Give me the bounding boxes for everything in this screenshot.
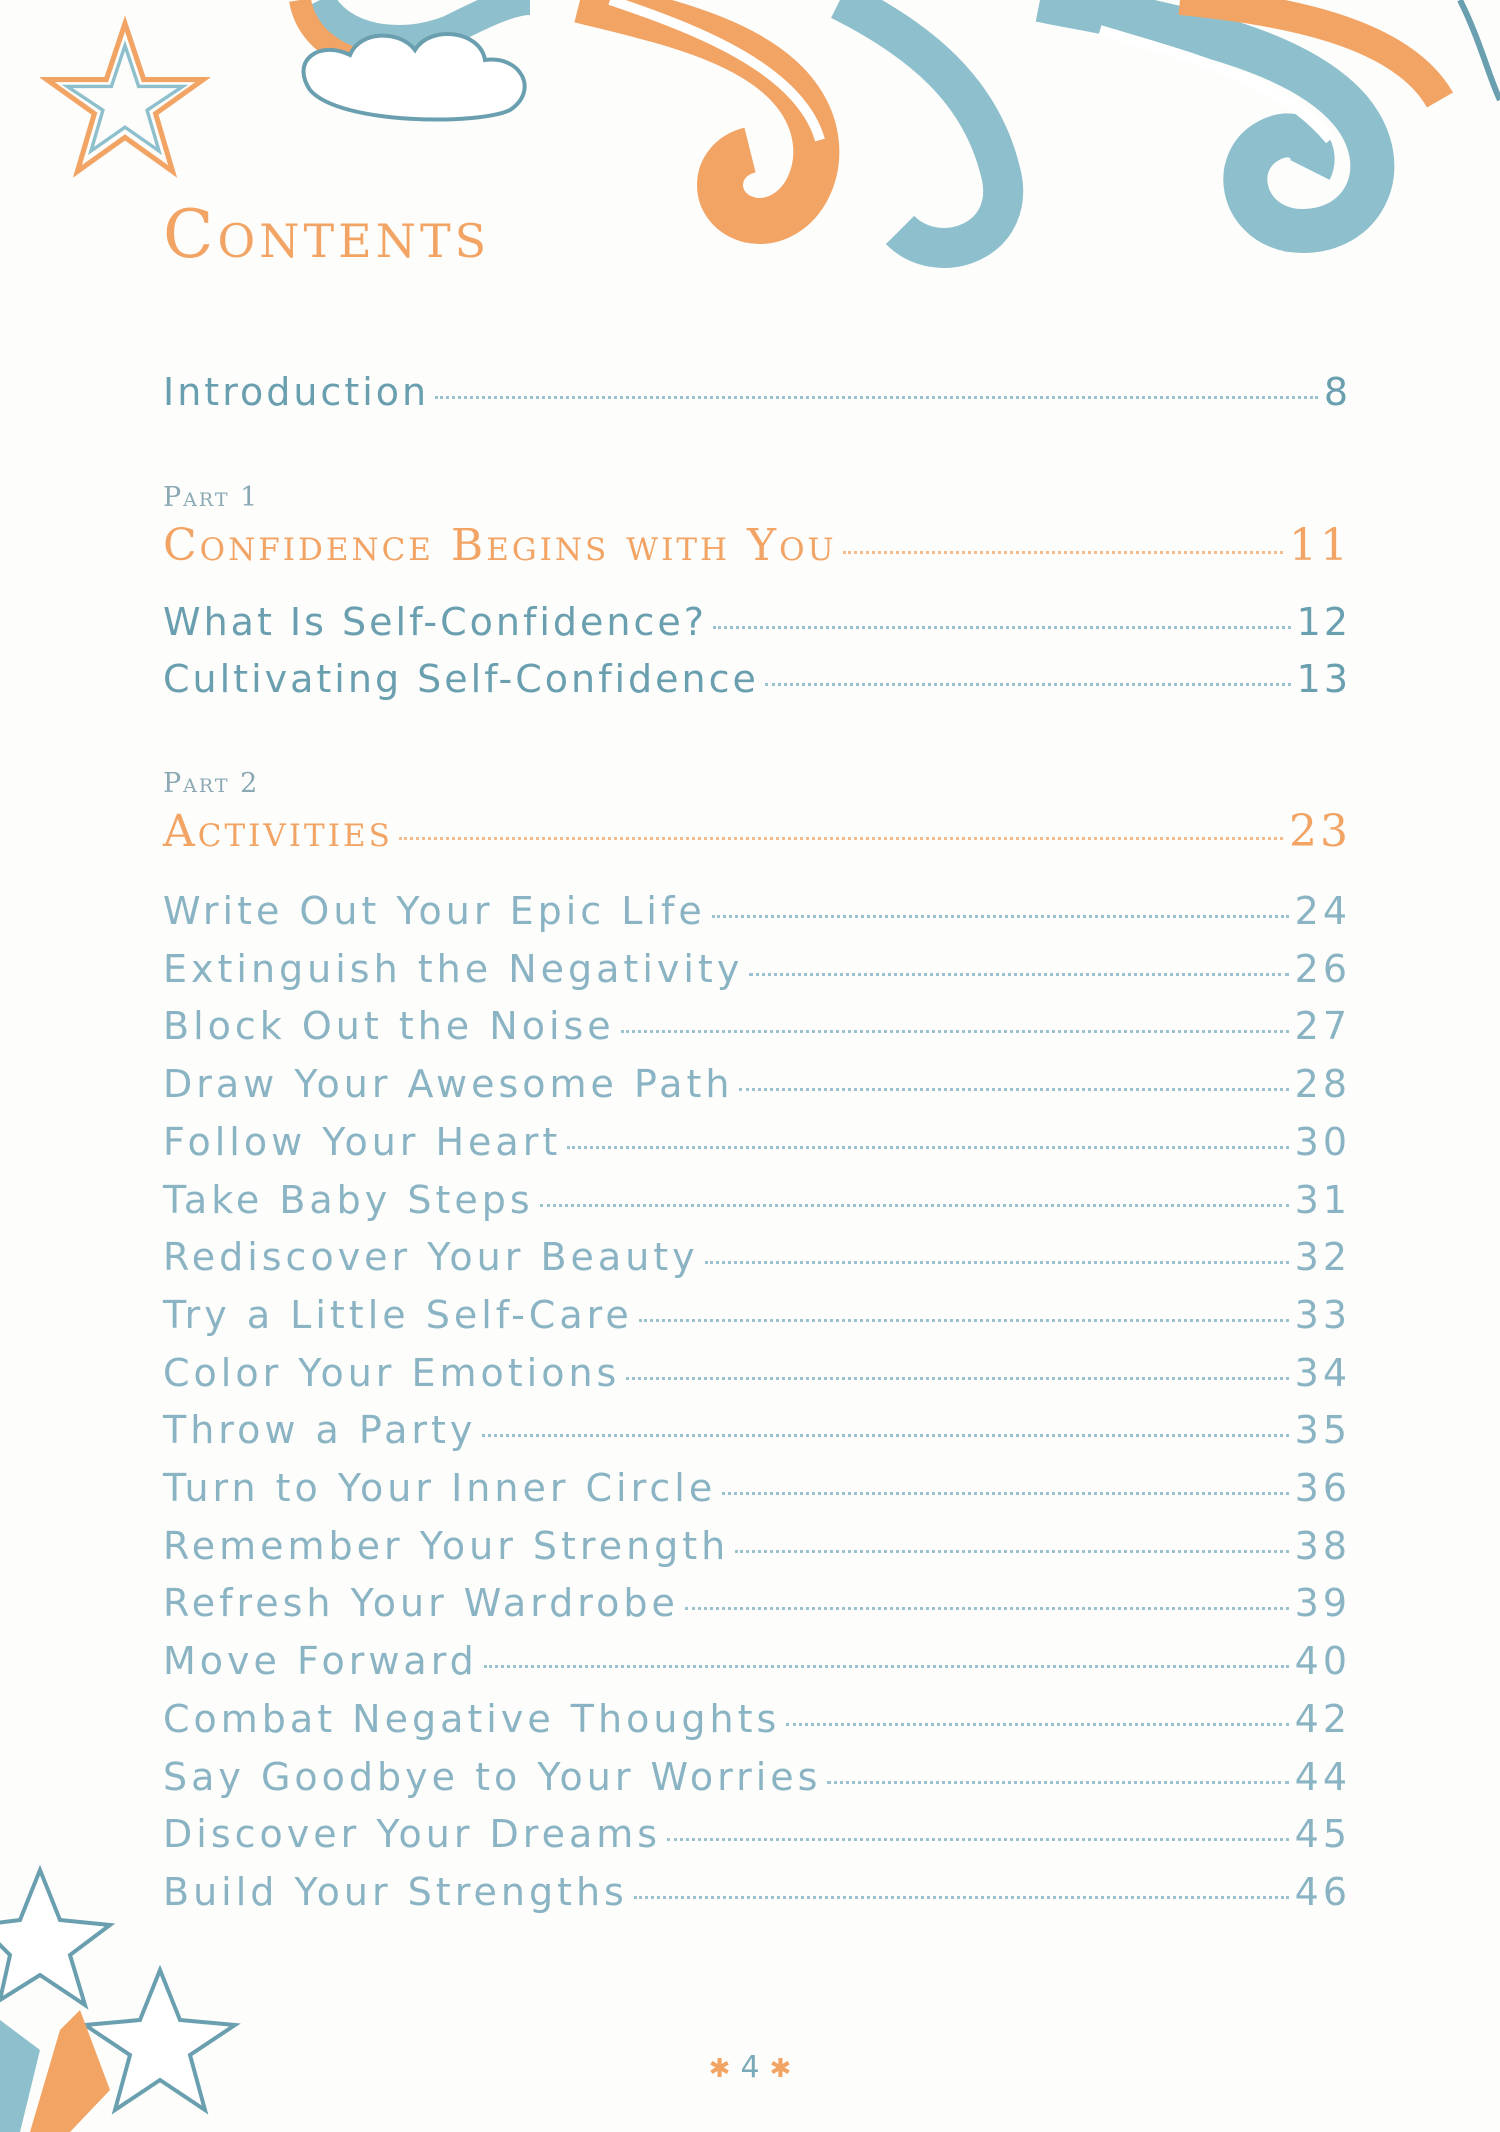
dot-leader [685, 1607, 1289, 1610]
dot-leader [712, 915, 1289, 918]
toc-entry-page: 28 [1294, 1062, 1351, 1107]
toc-entry[interactable] [163, 1466, 1351, 1510]
toc-entry-page: 35 [1294, 1408, 1351, 1453]
toc-entry[interactable] [163, 947, 1351, 991]
asterisk-icon: ✱ [769, 2054, 792, 2084]
dot-leader [735, 1550, 1288, 1553]
toc-entry-label: Throw a Party [163, 1408, 477, 1453]
toc-entry[interactable] [163, 1812, 1351, 1856]
toc-entry[interactable] [163, 1697, 1351, 1741]
toc-entry-page: 38 [1294, 1523, 1351, 1568]
asterisk-icon: ✱ [708, 2054, 731, 2084]
toc-entry-label: Extinguish the Negativity [163, 946, 744, 991]
dot-leader [843, 551, 1283, 554]
dot-leader [399, 837, 1283, 840]
toc-entry[interactable] [163, 657, 1351, 701]
dot-leader [786, 1723, 1288, 1726]
toc-entry-page: 39 [1294, 1581, 1351, 1626]
toc-part-1-title[interactable] [163, 520, 1351, 571]
toc-entry-label: Color Your Emotions [163, 1350, 621, 1395]
toc-entry-page: 44 [1294, 1754, 1351, 1799]
toc-entry-label: Take Baby Steps [163, 1177, 534, 1222]
page-footer [0, 2050, 1500, 2085]
toc-entry-introduction[interactable] [163, 370, 1351, 414]
dot-leader [749, 973, 1288, 976]
toc-entry-label: Move Forward [163, 1639, 478, 1684]
dot-leader [722, 1492, 1288, 1495]
toc-entry-label: Refresh Your Wardrobe [163, 1581, 679, 1626]
toc-entry-label: Try a Little Self-Care [163, 1292, 633, 1337]
part-2-label: Part 2 [163, 768, 260, 799]
toc-entry-page: 40 [1294, 1639, 1351, 1684]
toc-entry-label: Cultivating Self-Confidence [163, 657, 759, 701]
part-title-label: Activities [163, 806, 393, 857]
toc-entry-label: Block Out the Noise [163, 1004, 615, 1049]
toc-entry[interactable] [163, 1639, 1351, 1683]
dot-leader [634, 1896, 1289, 1899]
dot-leader [713, 626, 1291, 629]
part-title-label: Confidence Begins with You [163, 520, 837, 571]
part-1-label: Part 1 [163, 482, 260, 513]
part-title-page: 23 [1289, 806, 1351, 857]
table-of-contents [163, 0, 1351, 2132]
toc-entry-label: Say Goodbye to Your Worries [163, 1754, 822, 1799]
dot-leader [482, 1434, 1288, 1437]
dot-leader [667, 1838, 1289, 1841]
toc-entry[interactable] [163, 1755, 1351, 1799]
toc-entry-page: 12 [1296, 600, 1351, 644]
dot-leader [567, 1146, 1288, 1149]
toc-entry-page: 46 [1294, 1869, 1351, 1914]
dot-leader [827, 1781, 1288, 1784]
toc-entry-page: 27 [1294, 1004, 1351, 1049]
toc-entry-page: 45 [1294, 1812, 1351, 1857]
page-title: Contents [163, 196, 491, 273]
toc-entry[interactable] [163, 1351, 1351, 1395]
toc-entry[interactable] [163, 1062, 1351, 1106]
toc-entry[interactable] [163, 1120, 1351, 1164]
dot-leader [639, 1319, 1289, 1322]
toc-entry[interactable] [163, 600, 1351, 644]
toc-entry-label: Discover Your Dreams [163, 1812, 662, 1857]
toc-entry[interactable] [163, 1408, 1351, 1452]
toc-entry-label: What Is Self-Confidence? [163, 600, 707, 644]
toc-entry-label: Remember Your Strength [163, 1523, 730, 1568]
toc-entry-label: Build Your Strengths [163, 1869, 628, 1914]
toc-entry-label: Turn to Your Inner Circle [163, 1466, 717, 1510]
toc-entry-page: 13 [1296, 657, 1351, 701]
dot-leader [626, 1377, 1288, 1380]
toc-entry[interactable] [163, 1004, 1351, 1048]
dot-leader [705, 1261, 1289, 1264]
toc-part-2-title[interactable] [163, 806, 1351, 857]
dot-leader [484, 1665, 1289, 1668]
toc-entry[interactable] [163, 1178, 1351, 1222]
toc-entry[interactable] [163, 1581, 1351, 1625]
toc-entry-label: Rediscover Your Beauty [163, 1235, 699, 1280]
toc-entry-label: Combat Negative Thoughts [163, 1696, 781, 1741]
toc-entry-label: Draw Your Awesome Path [163, 1062, 734, 1107]
toc-entry-page: 42 [1294, 1696, 1351, 1741]
toc-entry[interactable] [163, 1235, 1351, 1279]
toc-entry-label: Introduction [163, 370, 430, 414]
page-number: 4 [740, 2050, 760, 2085]
part-title-page: 11 [1289, 520, 1351, 571]
toc-entry-label: Follow Your Heart [163, 1119, 562, 1164]
toc-entry[interactable] [163, 1524, 1351, 1568]
dot-leader [739, 1088, 1288, 1091]
toc-entry-page: 8 [1323, 370, 1351, 414]
toc-entry-page: 26 [1294, 946, 1351, 991]
dot-leader [540, 1204, 1289, 1207]
toc-entry[interactable] [163, 889, 1351, 933]
toc-entry-label: Write Out Your Epic Life [163, 889, 706, 933]
toc-entry-page: 31 [1294, 1177, 1351, 1222]
toc-entry[interactable] [163, 1293, 1351, 1337]
toc-entry-page: 24 [1294, 889, 1351, 933]
dot-leader [435, 396, 1318, 399]
toc-entry-page: 30 [1294, 1119, 1351, 1164]
toc-entry-page: 32 [1294, 1235, 1351, 1280]
toc-entry-page: 34 [1294, 1350, 1351, 1395]
toc-entry-page: 33 [1294, 1292, 1351, 1337]
toc-entry[interactable] [163, 1870, 1351, 1914]
dot-leader [765, 683, 1291, 686]
dot-leader [621, 1030, 1289, 1033]
toc-entry-page: 36 [1294, 1466, 1351, 1510]
